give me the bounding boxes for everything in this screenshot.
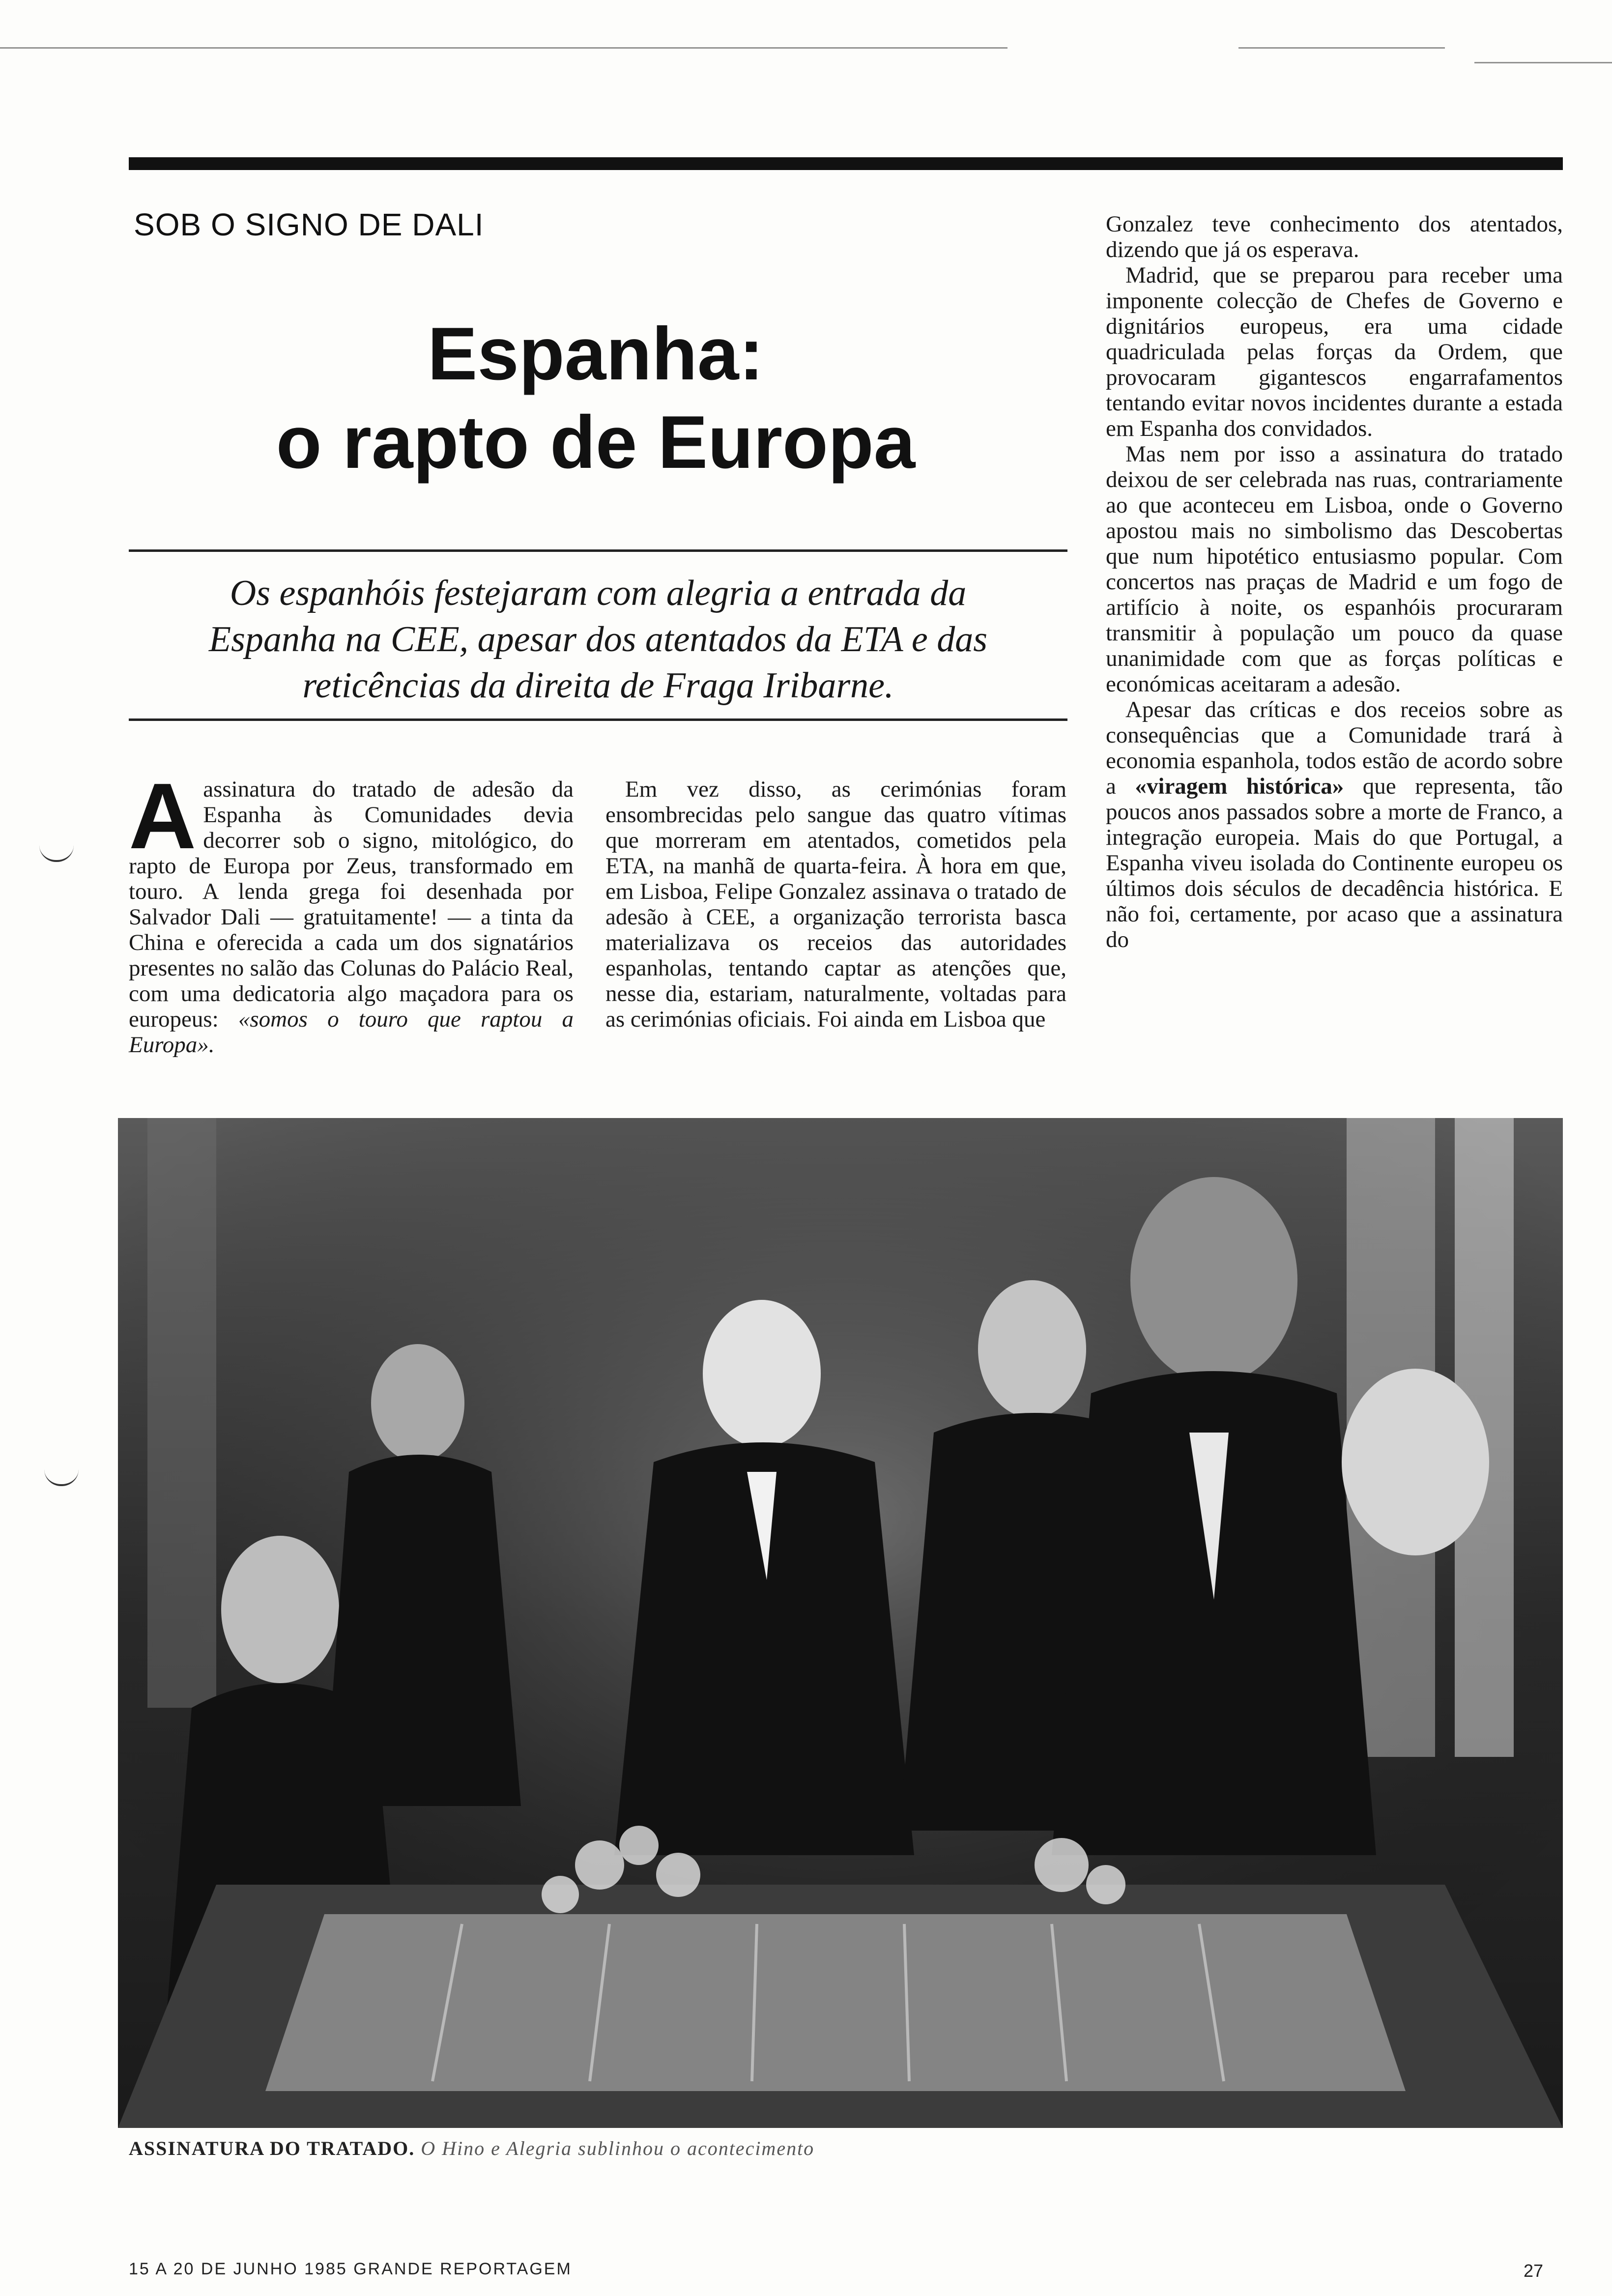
deck: [129, 570, 1067, 709]
caption-title: ASSINATURA DO TRATADO.: [129, 2137, 415, 2159]
deck-bottom-rule: [129, 718, 1067, 721]
headline-line-2: o rapto de Europa: [276, 401, 916, 484]
highlighted-phrase: «viragem histórica»: [1135, 774, 1344, 799]
article-paragraph: Mas nem por isso a assinatura do tratado deixou de ser celebrada nas ruas, contrariamente ao que aconteceu em Lisboa, onde o Governo apostou mais no simbolismo das Descobertas que num hipotético entusiasmo popular. Com concertos nas praças de Madrid e um fogo de artifício à noite, os espanhóis procuraram transmitir à população um pouco da quase unanimidade com que as forças políticas e económicas aceitaram a adesão.: [1106, 441, 1563, 697]
headline: [129, 310, 1063, 487]
deck-line-2: Espanha na CEE, apesar dos atentados da ETA e das: [208, 619, 988, 660]
article-column-1: [129, 764, 574, 1058]
issue-footer: 15 A 20 DE JUNHO 1985 GRANDE REPORTAGEM: [129, 2260, 572, 2278]
signing-ceremony-photo: [118, 1118, 1563, 2128]
section-kicker: SOB O SIGNO DE DALI: [134, 207, 484, 242]
column-1-text: assinatura do tratado de adesão da Espanha às Comunidades devia decorrer sob o signo, mitológico, do rapto de Europa por Zeus, transformado em touro. A lenda grega foi desenhada por Salvador Dali — gratuitamente! — a tinta da China e oferecida a cada um dos signatários presentes no salão das Colunas do Palácio Real, com uma dedicatoria algo maçadora para os europeus:: [129, 776, 574, 1032]
paragraph-text: que representa, tão poucos anos passados sobre a morte de Franco, a integração europeia. Mais do que Portugal, a Espanha viveu isolada do Continente europeu os últimos dois séculos de decadência histórica. E não foi, certamente, por acaso que a assinatura do: [1106, 774, 1563, 952]
article-paragraph: Em vez disso, as cerimónias foram ensombrecidas pelo sangue das quatro vítimas que morreram em atentados, cometidos pela ETA, na manhã de quarta-feira. À hora em que, em Lisboa, Felipe Gonzalez assinava o tratado de adesão à CEE, a organização terrorista basca materializava os receios das autoridades espanholas, tentando captar as atenções que, nesse dia, estariam, naturalmente, voltadas para as cerimónias oficiais. Foi ainda em Lisboa que: [605, 776, 1066, 1032]
article-paragraph: [129, 764, 574, 1058]
photo-illustration: [118, 1118, 1563, 2128]
scan-artifact-line: [1474, 62, 1612, 63]
article-column-3: [1106, 211, 1563, 952]
headline-line-1: Espanha:: [427, 312, 764, 396]
article-paragraph: Madrid, que se preparou para receber uma imponente colecção de Chefes de Governo e dignitários europeus, era uma cidade quadriculada pelas forças da Ordem, que provocaram gigantescos engarrafamentos tentando evitar novos incidentes durante a estada em Espanha dos convidados.: [1106, 262, 1563, 441]
article-column-2: [605, 776, 1066, 1032]
photo-caption: [129, 2137, 814, 2160]
top-rule-bar: [129, 157, 1563, 170]
deck-line-1: Os espanhóis festejaram com alegria a entrada da: [230, 573, 967, 613]
article-paragraph: Gonzalez teve conhecimento dos atentados, dizendo que já os esperava.: [1106, 211, 1563, 262]
drop-cap: A: [129, 764, 197, 868]
dali-quote: «somos o touro que raptou a Europa».: [129, 1006, 574, 1058]
page-number: 27: [1524, 2261, 1544, 2281]
scan-artifact-line: [0, 47, 1008, 49]
margin-mark: [44, 1469, 79, 1486]
scan-artifact-line: [1238, 47, 1445, 49]
margin-mark: [39, 845, 74, 862]
paragraph-text: Apesar das críticas e dos receios sobre as consequências que a Comunidade trará à economia espanhola, todos estão de acordo sobre a: [1106, 697, 1563, 799]
deck-line-3: reticências da direita de Fraga Iribarne.: [302, 665, 894, 706]
article-paragraph: [1106, 697, 1563, 952]
deck-top-rule: [129, 549, 1067, 552]
caption-text: O Hino e Alegria sublinhou o acontecimento: [421, 2137, 815, 2159]
